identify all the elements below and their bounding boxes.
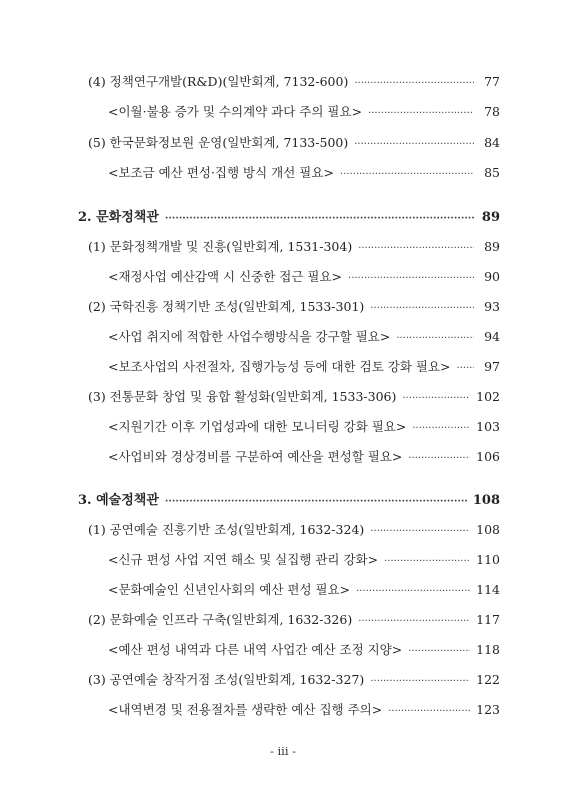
toc-entry-page: 122 — [476, 672, 500, 687]
toc-entry-page: 93 — [484, 299, 500, 314]
toc-section-page: 89 — [481, 210, 500, 225]
toc-subentry[interactable] — [108, 102, 500, 122]
toc-entry-page: 90 — [484, 269, 500, 284]
toc-entry-page: 103 — [476, 419, 500, 434]
toc-entry-title: (3) 전통문화 창업 및 융합 활성화(일반회계, 1533-306) — [88, 389, 397, 404]
dot-leader — [396, 333, 474, 344]
dot-leader — [368, 108, 474, 119]
toc-entry-title: <보조사업의 사전절차, 집행가능성 등에 대한 검토 강화 필요> — [108, 359, 451, 374]
toc-entry-page: 123 — [476, 702, 500, 717]
toc-section-title: 2. 문화정책관 — [78, 210, 159, 225]
toc-section-page: 108 — [472, 493, 500, 508]
toc-section-heading[interactable] — [78, 206, 500, 226]
toc-subentry[interactable] — [108, 447, 500, 467]
toc-entry[interactable] — [88, 387, 500, 407]
toc-entry-title: <사업 취지에 적합한 사업수행방식을 강구할 필요> — [108, 329, 391, 344]
toc-entry-title: <사업비와 경상경비를 구분하여 예산을 편성할 필요> — [108, 449, 403, 464]
dot-leader — [388, 706, 470, 717]
dot-leader — [370, 303, 474, 314]
dot-leader — [356, 586, 470, 597]
dot-leader — [408, 646, 470, 657]
dot-leader — [402, 393, 470, 404]
toc-entry-title: (4) 정책연구개발(R&D)(일반회계, 7132-600) — [88, 74, 349, 89]
toc-entry-title: <내역변경 및 전용절차를 생략한 예산 집행 주의> — [108, 702, 383, 717]
toc-subentry[interactable] — [108, 417, 500, 437]
page-number-footer: - iii - — [269, 744, 297, 758]
toc-entry-title: (3) 공연예술 창작거점 조성(일반회계, 1632-327) — [88, 672, 365, 687]
toc-section-heading[interactable] — [78, 489, 500, 509]
toc-entry[interactable] — [88, 520, 500, 540]
toc-entry-page: 94 — [484, 329, 500, 344]
toc-entry-page: 110 — [476, 552, 500, 567]
toc-entry-page: 84 — [484, 135, 500, 150]
toc-entry-page: 108 — [476, 522, 500, 537]
toc-entry-title: <이월·불용 증가 및 수의계약 과다 주의 필요> — [108, 104, 363, 119]
toc-subentry[interactable] — [108, 357, 500, 377]
dot-leader — [457, 363, 474, 374]
toc-subentry[interactable] — [108, 267, 500, 287]
dot-leader — [384, 556, 470, 567]
toc-entry-page: 77 — [484, 74, 500, 89]
dot-leader — [348, 273, 474, 284]
toc-entry[interactable] — [88, 133, 500, 153]
toc-entry-page: 97 — [484, 359, 500, 374]
toc-subentry[interactable] — [108, 163, 500, 183]
toc-entry[interactable] — [88, 610, 500, 630]
dot-leader — [412, 423, 470, 434]
toc-section-title: 3. 예술정책관 — [78, 493, 159, 508]
toc-entry-title: <예산 편성 내역과 다른 내역 사업간 예산 조정 지양> — [108, 642, 403, 657]
toc-entry[interactable] — [88, 670, 500, 690]
toc-entry-page: 78 — [484, 104, 500, 119]
toc-entry-title: (2) 국학진흥 정책기반 조성(일반회계, 1533-301) — [88, 299, 365, 314]
dot-leader — [408, 453, 470, 464]
toc-entry-page: 118 — [476, 642, 500, 657]
toc-entry-title: (2) 문화예술 인프라 구축(일반회계, 1632-326) — [88, 612, 353, 627]
toc-entry[interactable] — [88, 297, 500, 317]
dot-leader — [370, 526, 470, 537]
toc-subentry[interactable] — [108, 580, 500, 600]
toc-entry-title: <신규 편성 사업 지연 해소 및 실집행 관리 강화> — [108, 552, 379, 567]
toc-entry-title: (5) 한국문화정보원 운영(일반회계, 7133-500) — [88, 135, 349, 150]
toc-subentry[interactable] — [108, 327, 500, 347]
toc-entry[interactable] — [88, 237, 500, 257]
toc-entry-title: <지원기간 이후 기업성과에 대한 모니터링 강화 필요> — [108, 419, 407, 434]
dot-leader — [358, 616, 470, 627]
toc-entry-page: 117 — [476, 612, 500, 627]
toc-entry-page: 85 — [484, 165, 500, 180]
dot-leader — [165, 213, 474, 224]
toc-entry-title: <문화예술인 신년인사회의 예산 편성 필요> — [108, 582, 351, 597]
toc-entry-title: <보조금 예산 편성·집행 방식 개선 필요> — [108, 165, 334, 180]
dot-leader — [370, 676, 470, 687]
dot-leader — [358, 243, 474, 254]
toc-subentry[interactable] — [108, 700, 500, 720]
toc-entry-page: 89 — [484, 239, 500, 254]
toc-subentry[interactable] — [108, 640, 500, 660]
toc-entry-page: 114 — [476, 582, 500, 597]
dot-leader — [340, 169, 474, 180]
toc-subentry[interactable] — [108, 550, 500, 570]
toc-entry-page: 102 — [476, 389, 500, 404]
toc-entry-title: (1) 문화정책개발 및 진흥(일반회계, 1531-304) — [88, 239, 353, 254]
dot-leader — [165, 496, 467, 507]
dot-leader — [354, 139, 474, 150]
toc-entry-title: <재정사업 예산감액 시 신중한 접근 필요> — [108, 269, 343, 284]
dot-leader — [354, 78, 474, 89]
toc-entry-title: (1) 공연예술 진흥기반 조성(일반회계, 1632-324) — [88, 522, 365, 537]
toc-entry-page: 106 — [476, 449, 500, 464]
toc-entry[interactable] — [88, 72, 500, 92]
